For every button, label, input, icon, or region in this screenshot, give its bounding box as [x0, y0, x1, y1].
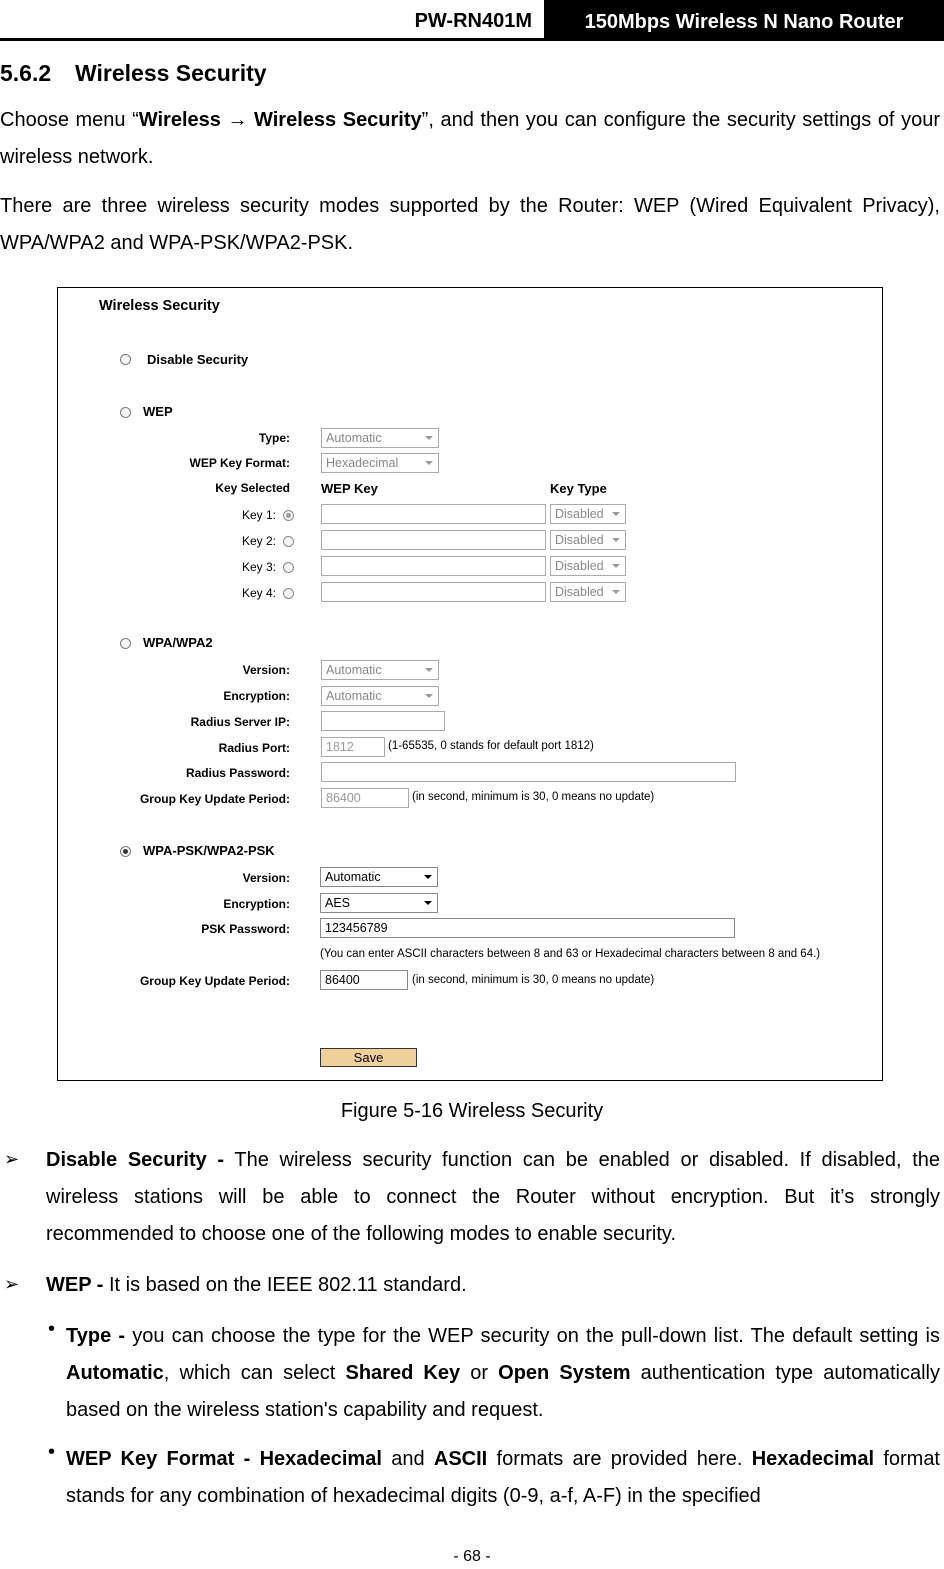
- key4-label: Key 4:: [241, 586, 276, 600]
- wep-type-value: Automatic: [326, 431, 382, 445]
- wep-label: WEP: [143, 404, 173, 419]
- wep-key-format-label: WEP Key Format:: [189, 456, 290, 470]
- radius-port-label: Radius Port:: [218, 741, 290, 755]
- wpa-version-label: Version:: [242, 663, 290, 677]
- wpa-version-select[interactable]: [321, 660, 439, 680]
- wpa-group-key-hint: (in second, minimum is 30, 0 means no update): [412, 791, 655, 803]
- radius-port-value: 1812: [326, 740, 354, 754]
- key2-radio[interactable]: [283, 536, 294, 547]
- wpa-group-key-value: 86400: [326, 791, 361, 805]
- description-text: authentication type automatically based on the wireless station's capability and request.: [66, 1362, 940, 1421]
- description-text: The wireless security function can be enabled or disabled. If disabled, the wireless stations will be able to connect the Router without encryption. But it’s strongly recommended to choose one of the following modes to enable security.: [46, 1149, 941, 1245]
- header-model: PW-RN401M: [414, 10, 532, 32]
- wep-radio[interactable]: [120, 407, 131, 418]
- arrow-bullet-icon: ➢: [4, 1274, 20, 1294]
- section-number: 5.6.2: [0, 60, 52, 86]
- header-rule: [0, 38, 944, 41]
- key4-type-value: Disabled: [555, 585, 604, 599]
- key3-radio[interactable]: [283, 562, 294, 573]
- dot-bullet-icon: •: [48, 1318, 56, 1340]
- term-open-system: Open System: [498, 1362, 631, 1384]
- key2-type-value: Disabled: [555, 533, 604, 547]
- psk-group-key-value: 86400: [325, 973, 360, 987]
- page-number: - 68 -: [453, 1548, 491, 1565]
- psk-encryption-value: AES: [325, 896, 351, 910]
- key-type-column-header: Key Type: [550, 481, 607, 496]
- key4-type-select[interactable]: [550, 582, 626, 602]
- menu-path: Wireless → Wireless Security: [138, 109, 422, 131]
- psk-encryption-label: Encryption:: [223, 897, 290, 911]
- psk-password-hint: (You can enter ASCII characters between 8 and 63 or Hexadecimal characters between 8 and 64.): [320, 948, 821, 960]
- description-text: formats are provided here.: [487, 1448, 752, 1470]
- description-text: or: [460, 1362, 499, 1384]
- radius-server-ip-label: Radius Server IP:: [190, 715, 290, 729]
- term-hexadecimal: Hexadecimal: [751, 1448, 874, 1470]
- radius-port-hint: (1-65535, 0 stands for default port 1812): [388, 740, 594, 752]
- save-button[interactable]: Save: [320, 1048, 417, 1067]
- key3-type-select[interactable]: [550, 556, 626, 576]
- term-disable-security: Disable Security -: [46, 1149, 225, 1171]
- key1-label: Key 1:: [241, 508, 276, 522]
- wep-type-select[interactable]: [321, 428, 439, 448]
- page-header: [0, 0, 944, 40]
- disable-security-radio[interactable]: [120, 354, 131, 365]
- description-text: format stands for any combination of hexadecimal digits (0-9, a-f, A-F) in the specified: [66, 1448, 940, 1507]
- term-type: Type -: [66, 1325, 126, 1347]
- psk-password-value: 123456789: [325, 921, 388, 935]
- wpa-encryption-label: Encryption:: [223, 689, 290, 703]
- radius-port-input[interactable]: [321, 737, 385, 757]
- intro-paragraph-modes: There are three wireless security modes supported by the Router: WEP (Wired Equivalent Privacy), WPA/WPA2 and WPA-PSK/WPA2-PSK.: [0, 195, 940, 254]
- wpa-version-value: Automatic: [326, 663, 382, 677]
- wpa-encryption-value: Automatic: [326, 689, 382, 703]
- disable-security-label: Disable Security: [147, 352, 249, 367]
- wep-type-label: Type:: [258, 431, 290, 445]
- section-title: Wireless Security: [75, 60, 267, 86]
- arrow-bullet-icon: ➢: [4, 1149, 20, 1169]
- wpa-psk-radio[interactable]: [120, 846, 131, 857]
- wireless-security-figure: [57, 287, 883, 1081]
- wep-key-format-value: Hexadecimal: [326, 456, 399, 470]
- key3-input[interactable]: [321, 556, 546, 576]
- wpa-encryption-select[interactable]: [321, 686, 439, 706]
- description-text: , which can select: [163, 1362, 346, 1384]
- description-text: It is based on the IEEE 802.11 standard.: [103, 1274, 467, 1296]
- key4-radio[interactable]: [283, 588, 294, 599]
- key3-type-value: Disabled: [555, 559, 604, 573]
- key1-input[interactable]: [321, 504, 546, 524]
- wpa-group-key-input[interactable]: [321, 788, 409, 808]
- psk-password-input[interactable]: [320, 918, 735, 938]
- term-ascii: ASCII: [433, 1448, 488, 1470]
- intro-text: ”, and then you can configure the security settings of your wireless network.: [0, 109, 940, 168]
- term-wep-key-format: WEP Key Format - Hexadecimal: [66, 1448, 382, 1470]
- intro-paragraph-menu: [0, 102, 940, 176]
- term-wep: WEP -: [46, 1274, 104, 1296]
- disable-security-description: [46, 1142, 940, 1253]
- figure-caption: Figure 5-16 Wireless Security: [340, 1100, 604, 1122]
- intro-text: Choose menu “: [0, 109, 139, 131]
- radius-password-label: Radius Password:: [185, 766, 290, 780]
- key-selected-label: Key Selected: [215, 481, 290, 495]
- wep-key-format-description: [66, 1441, 940, 1515]
- wpa-wpa2-radio[interactable]: [120, 638, 131, 649]
- figure-title: Wireless Security: [99, 298, 220, 314]
- psk-version-value: Automatic: [325, 870, 381, 884]
- wpa-group-key-label: Group Key Update Period:: [139, 792, 290, 806]
- radius-password-input[interactable]: [321, 762, 736, 782]
- key2-label: Key 2:: [241, 534, 276, 548]
- wpa-wpa2-label: WPA/WPA2: [143, 635, 213, 650]
- term-shared-key: Shared Key: [345, 1362, 461, 1384]
- psk-encryption-select[interactable]: [320, 893, 438, 913]
- key2-input[interactable]: [321, 530, 546, 550]
- type-description: [66, 1318, 940, 1429]
- radius-server-ip-input[interactable]: [321, 711, 445, 731]
- key4-input[interactable]: [321, 582, 546, 602]
- key1-type-value: Disabled: [555, 507, 604, 521]
- wpa-psk-label: WPA-PSK/WPA2-PSK: [143, 843, 275, 858]
- psk-version-label: Version:: [242, 871, 290, 885]
- description-text: and: [381, 1448, 434, 1470]
- term-automatic: Automatic: [66, 1362, 164, 1384]
- wep-description: [46, 1267, 940, 1304]
- psk-password-label: PSK Password:: [201, 922, 290, 936]
- key2-type-select[interactable]: [550, 530, 626, 550]
- dot-bullet-icon: •: [48, 1441, 56, 1463]
- header-product-title: 150Mbps Wireless N Nano Router: [544, 0, 944, 40]
- psk-group-key-hint: (in second, minimum is 30, 0 means no update): [412, 974, 655, 986]
- psk-group-key-input[interactable]: [320, 970, 408, 990]
- description-text: you can choose the type for the WEP security on the pull-down list. The default setting is: [125, 1325, 940, 1347]
- wep-key-format-select[interactable]: [321, 453, 439, 473]
- section-heading: [0, 60, 267, 87]
- psk-version-select[interactable]: [320, 867, 438, 887]
- key3-label: Key 3:: [241, 560, 276, 574]
- key1-type-select[interactable]: [550, 504, 626, 524]
- key1-radio[interactable]: [283, 510, 294, 521]
- psk-group-key-label: Group Key Update Period:: [139, 974, 290, 988]
- wep-key-column-header: WEP Key: [321, 481, 378, 496]
